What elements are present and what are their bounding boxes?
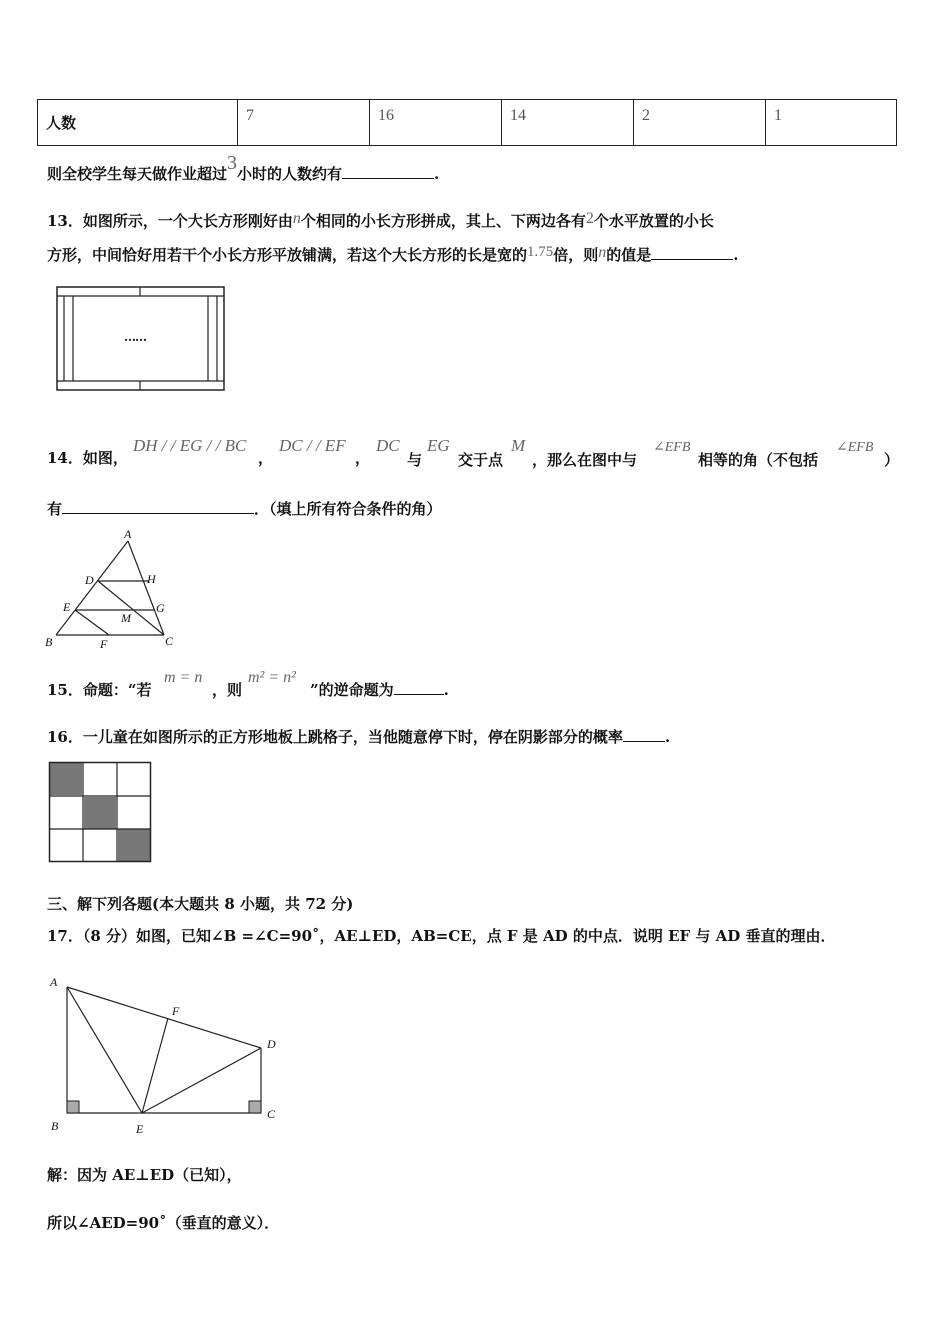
- table-cell: 14: [502, 100, 634, 146]
- q15-suffix-line: [310, 680, 449, 700]
- label-d: D: [267, 1037, 276, 1051]
- segment-ae: [67, 987, 142, 1113]
- q13-text: 倍，则: [553, 246, 599, 264]
- q17-figure: [45, 970, 290, 1140]
- q13-dots: ……: [124, 330, 146, 344]
- q14-angle: ∠EFB: [653, 440, 691, 455]
- segment-ad: [67, 987, 261, 1048]
- q13-text: 的值是: [606, 246, 652, 264]
- segment-ef: [75, 610, 109, 635]
- q14-expr3: DC: [376, 436, 400, 455]
- q12-text-b: 小时的人数约有: [237, 165, 343, 183]
- q13-end: .: [733, 246, 739, 264]
- right-angle-c: [249, 1101, 261, 1113]
- shaded-square: [84, 797, 116, 829]
- label-c: C: [165, 634, 174, 648]
- label-e: E: [63, 600, 71, 614]
- q13-line2: [47, 245, 739, 266]
- answer-blank[interactable]: [623, 727, 665, 742]
- q14-angle2: ∠EFB: [836, 440, 874, 455]
- q16-grid-figure: [48, 761, 154, 865]
- label-b: B: [51, 1119, 59, 1133]
- section-title: 三、解下列各题(本大题共 8 小题，共 72 分): [47, 895, 354, 913]
- q14-text: ．（填上所有符合条件的角）: [254, 500, 442, 518]
- segment-ef: [142, 1018, 168, 1113]
- q15-cond: m = n: [164, 669, 203, 686]
- q14-triangle-figure: [40, 525, 180, 653]
- q12-line: [47, 152, 440, 184]
- q13-line1: [47, 211, 714, 232]
- q16-end: .: [664, 728, 671, 746]
- answer-blank[interactable]: [394, 680, 444, 695]
- segment-ed: [142, 1048, 261, 1113]
- table-cell: 1: [766, 100, 897, 146]
- answer-blank[interactable]: [651, 245, 733, 260]
- q13-text: 方形，中间恰好用若干个小长方形平放铺满，若这个大长方形的长是宽的: [47, 246, 528, 264]
- q13-ratio: 1.75: [527, 244, 554, 260]
- q14-close: ）: [884, 451, 900, 469]
- right-angle-b: [67, 1101, 79, 1113]
- q17-solution-1: 解：因为 AE⊥ED（已知），: [47, 1166, 242, 1184]
- q17-solution-2: 所以∠AED=90˚（垂直的意义）．: [47, 1214, 280, 1232]
- label-g: G: [156, 601, 165, 615]
- q15-mid: ，则: [212, 681, 243, 699]
- label-b: B: [45, 635, 53, 649]
- q12-text-a: 则全校学生每天做作业超过: [47, 165, 228, 183]
- shaded-square: [118, 829, 150, 861]
- table-header-cell: 人数: [38, 100, 238, 146]
- label-d: D: [85, 573, 94, 587]
- q14-and: 与: [407, 451, 423, 469]
- q13-two: 2: [585, 210, 594, 227]
- answer-blank[interactable]: [62, 499, 254, 514]
- q14-intersect: 交于点: [458, 451, 504, 469]
- q16-line: [47, 727, 670, 747]
- answer-blank[interactable]: [342, 164, 434, 179]
- label-m: M: [121, 611, 131, 625]
- label-a: A: [50, 975, 58, 989]
- shaded-square: [50, 763, 82, 795]
- q14-equal: 相等的角（不包括: [698, 451, 819, 469]
- q17-text: 17．（8 分）如图，已知∠B =∠C=90˚，AE⊥ED，AB=CE，点 F 是 AD 的中点．说明 EF 与 AD 垂直的理由．: [47, 927, 836, 945]
- data-table: [37, 99, 897, 146]
- q14-expr4: EG: [427, 436, 450, 455]
- q13-n: n: [292, 210, 301, 227]
- q14-point: M: [511, 436, 526, 455]
- q14-expr1: DH / / EG / / BC: [133, 436, 247, 455]
- q14-text: 有: [47, 500, 63, 518]
- q12-end: .: [434, 165, 440, 183]
- q14-comma: ，: [258, 449, 274, 467]
- label-a: A: [124, 527, 132, 541]
- q16-text: 16．一儿童在如图所示的正方形地板上跳格子，当他随意停下时，停在阴影部分的概率: [47, 728, 623, 746]
- table-cell: 2: [634, 100, 766, 146]
- label-f: F: [172, 1004, 180, 1018]
- side-ab: [56, 541, 128, 635]
- label-e: E: [136, 1122, 144, 1136]
- table-cell: 7: [238, 100, 370, 146]
- q15-end: .: [443, 681, 449, 699]
- q15-suffix: ”的逆命题为: [310, 681, 394, 699]
- q14-comma2: ，: [355, 449, 371, 467]
- q12-num: 3: [227, 152, 238, 174]
- table-row: [38, 100, 897, 146]
- q14-then: ，那么在图中与: [532, 451, 638, 469]
- q14-prefix: 14．如图，: [47, 449, 128, 467]
- q14-line2: [47, 499, 442, 519]
- q15-concl: m² = n²: [248, 669, 296, 686]
- q15-prefix: 15．命题：“若: [47, 681, 152, 699]
- label-c: C: [267, 1107, 276, 1121]
- table-cell: 16: [370, 100, 502, 146]
- label-f: F: [100, 637, 108, 651]
- q14-expr2: DC / / EF: [279, 436, 346, 455]
- q13-text: 13．如图所示，一个大长方形刚好由: [47, 212, 293, 230]
- q13-text: 个相同的小长方形拼成，其上、下两边各有: [300, 212, 586, 230]
- q13-n: n: [598, 244, 607, 261]
- q13-text: 个水平放置的小长: [593, 212, 714, 230]
- label-h: H: [147, 572, 156, 586]
